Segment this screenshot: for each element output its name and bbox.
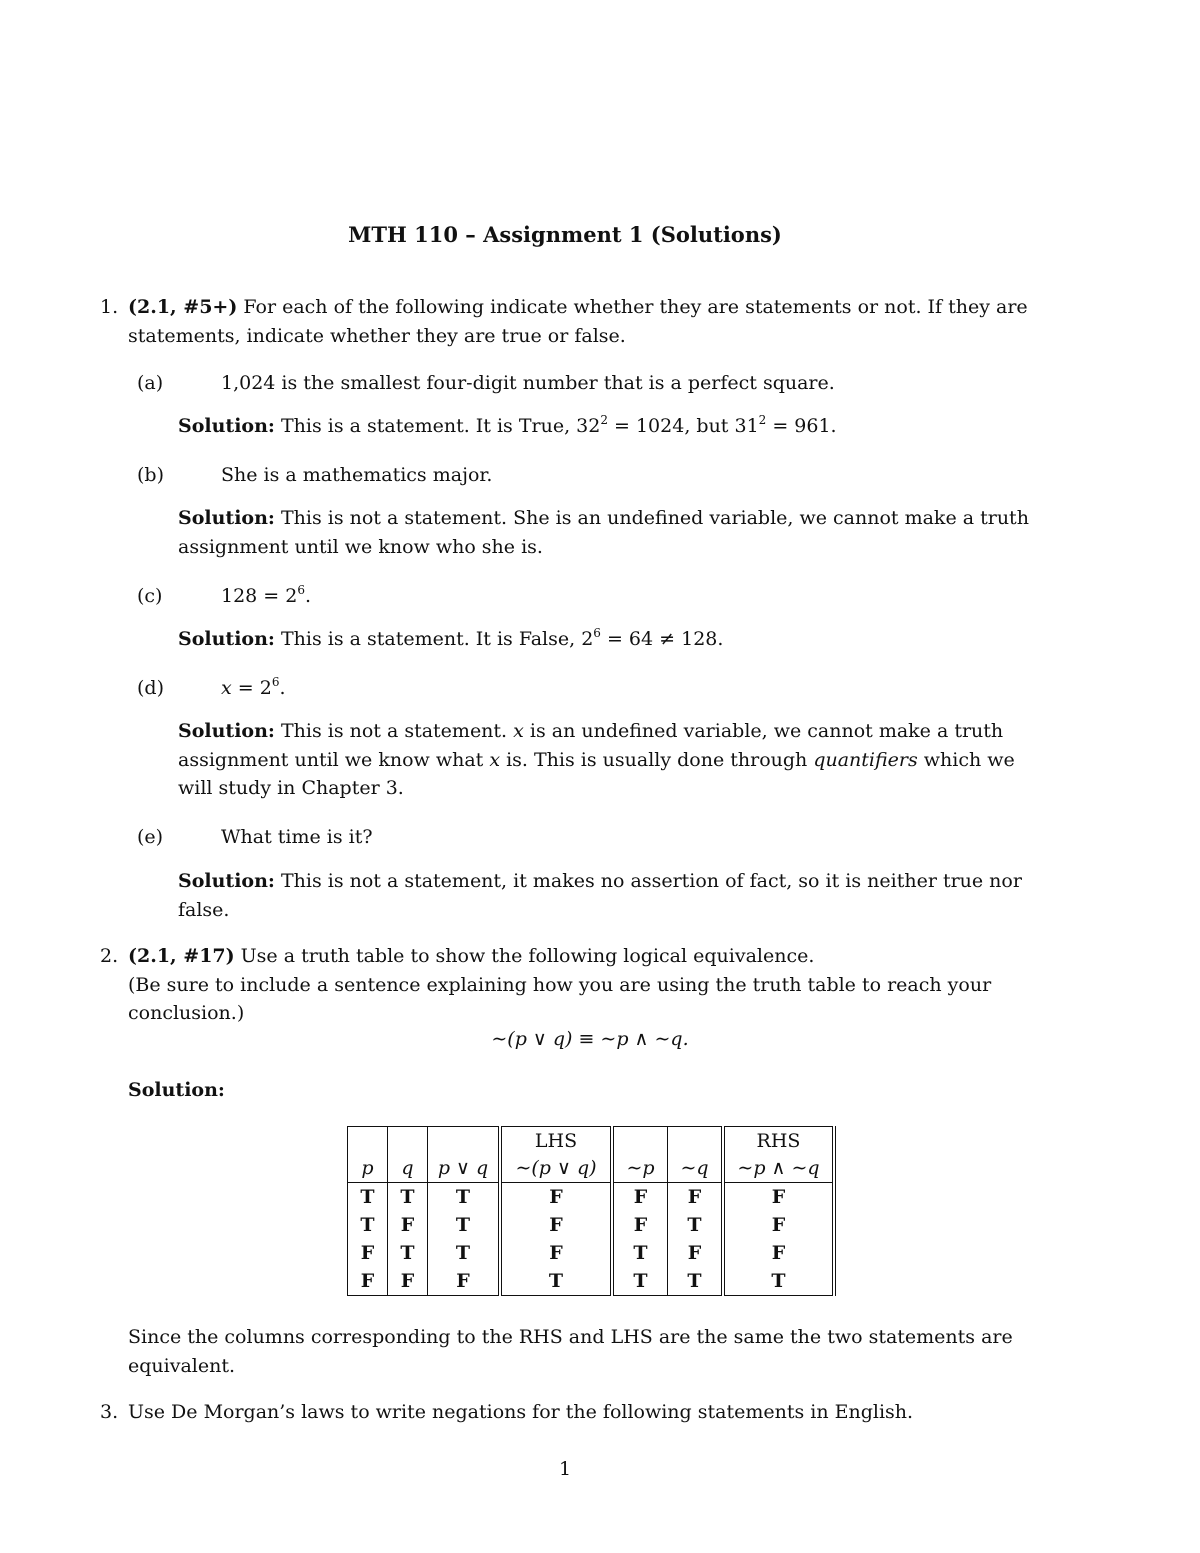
page-number: 1 (558, 1458, 572, 1480)
solution-text-part: assignment until we know what (178, 748, 490, 771)
statement-text: . (305, 585, 312, 607)
solution-text-line: assignment until we know who she is. (178, 535, 543, 558)
solution-label: Solution: (178, 870, 275, 892)
table-cell: T (500, 1267, 612, 1296)
part-label: (d) (137, 677, 164, 699)
question-text (128, 293, 1060, 350)
table-cell: T (612, 1239, 668, 1267)
table-cell (348, 1127, 388, 1155)
statement-text: . (279, 677, 286, 699)
exponent: 6 (271, 675, 280, 689)
table-cell: F (388, 1267, 428, 1296)
table-cell: F (500, 1211, 612, 1239)
exponent: 6 (593, 626, 601, 640)
table-cell: F (612, 1211, 668, 1239)
conclusion-line: equivalent. (128, 1354, 236, 1377)
table-cell: T (723, 1267, 834, 1296)
emphasis: quantifiers (813, 748, 918, 771)
exponent: 2 (758, 413, 767, 427)
rhs-group-label: RHS (723, 1127, 834, 1155)
solution-text-line: false. (178, 898, 230, 921)
table-cell: T (612, 1267, 668, 1296)
column-header: ∼p ∧ ∼q (723, 1154, 834, 1183)
table-row (348, 1239, 835, 1267)
truth-table (347, 1126, 836, 1296)
conclusion-line: Since the columns corresponding to the RHS and LHS are the same the two statements are (128, 1326, 1013, 1348)
question-text-line: statements, indicate whether they are true or false. (128, 324, 626, 347)
part-statement: She is a mathematics major. (221, 464, 493, 486)
solution-text-part: This is a statement. It is True, 32 (280, 415, 601, 437)
solution-label: Solution: (178, 720, 275, 742)
question-text-line: conclusion.) (128, 1002, 245, 1024)
solution-text (178, 717, 1060, 803)
solution-label: Solution: (178, 628, 275, 650)
table-cell: F (723, 1211, 834, 1239)
table-cell: T (428, 1239, 501, 1267)
solution-text (178, 867, 1060, 924)
table-cell: T (388, 1239, 428, 1267)
question-text-line: (Be sure to include a sentence explaining how you are using the truth table to reach your (128, 973, 992, 996)
column-header: ∼p (612, 1154, 668, 1183)
table-cell: T (668, 1267, 724, 1296)
table-cell: F (428, 1267, 501, 1296)
table-cell: T (348, 1183, 388, 1212)
question-reference: (2.1, #17) (128, 945, 235, 967)
question-number: 3. (100, 1401, 119, 1423)
table-row (348, 1211, 835, 1239)
table-cell: T (388, 1183, 428, 1212)
table-cell: F (723, 1239, 834, 1267)
solution-text-part: = 961. (766, 415, 837, 437)
solution-label: Solution: (128, 1079, 225, 1101)
part-statement: What time is it? (221, 826, 373, 848)
solution-text-part: which we (917, 748, 1015, 771)
solution-text-part: = 1024, but 31 (607, 415, 759, 437)
variable: x (221, 677, 232, 699)
lhs-group-label: LHS (500, 1127, 612, 1155)
solution-text-part: is. This is usually done through (500, 748, 814, 771)
part-statement (221, 582, 311, 610)
question-number: 2. (100, 945, 119, 967)
solution-text (178, 625, 1060, 654)
column-header: ∼(p ∨ q) (500, 1154, 612, 1183)
table-cell: F (723, 1183, 834, 1212)
solution-text (178, 504, 1060, 561)
table-group-row (348, 1127, 835, 1155)
table-cell (388, 1127, 428, 1155)
question-text-line: For each of the following indicate whether they are statements or not. If they are (243, 296, 1028, 318)
part-label: (e) (137, 826, 164, 848)
part-label: (a) (137, 372, 164, 394)
variable: x (489, 748, 501, 771)
table-cell: F (500, 1183, 612, 1212)
question-reference: (2.1, #5+) (128, 296, 238, 318)
statement-text: 128 = 2 (221, 585, 298, 607)
solution-text-line: This is not a statement. She is an undefined variable, we cannot make a truth (280, 507, 1029, 529)
variable: x (513, 720, 524, 742)
column-header: p (348, 1154, 388, 1183)
table-cell (428, 1127, 501, 1155)
question-text (128, 942, 1060, 1028)
table-cell (612, 1127, 668, 1155)
question-text: Use De Morgan’s laws to write negations for the following statements in English. (128, 1401, 914, 1423)
column-header: p ∨ q (428, 1154, 501, 1183)
solution-2-label (128, 1076, 225, 1104)
column-header: ∼q (668, 1154, 724, 1183)
table-cell: T (428, 1211, 501, 1239)
table-cell: F (348, 1267, 388, 1296)
solution-text-part: This is not a statement. (280, 720, 514, 742)
part-statement: 1,024 is the smallest four-digit number that is a perfect square. (221, 372, 835, 394)
table-cell: F (612, 1183, 668, 1212)
solution-text (178, 412, 1060, 441)
part-statement (221, 674, 286, 702)
table-cell (668, 1127, 724, 1155)
solution-text-line: will study in Chapter 3. (178, 777, 404, 799)
table-cell: F (388, 1211, 428, 1239)
solution-text-line: This is not a statement, it makes no assertion of fact, so it is neither true nor (280, 870, 1022, 892)
page-title: MTH 110 – Assignment 1 (Solutions) (348, 222, 782, 247)
table-cell: F (348, 1239, 388, 1267)
solution-text-part: = 64 ≠ 128. (600, 628, 724, 650)
solution-label: Solution: (178, 415, 275, 437)
table-cell: F (500, 1239, 612, 1267)
column-header: q (388, 1154, 428, 1183)
table-row (348, 1267, 835, 1296)
statement-text: = 2 (231, 677, 272, 699)
solution-text-part: is an undefined variable, we cannot make a truth (523, 720, 1004, 742)
exponent: 6 (297, 583, 305, 597)
table-cell: F (668, 1183, 724, 1212)
part-label: (b) (137, 464, 164, 486)
exponent: 2 (600, 413, 608, 427)
table-cell: T (428, 1183, 501, 1212)
conclusion-text (128, 1323, 1060, 1380)
part-label: (c) (137, 585, 163, 607)
table-cell: T (668, 1211, 724, 1239)
table-cell: F (668, 1239, 724, 1267)
question-text-line: Use a truth table to show the following logical equivalence. (240, 945, 815, 967)
solution-text-part: This is a statement. It is False, 2 (280, 628, 594, 650)
logical-equivalence-equation: ∼(p ∨ q) ≡ ∼p ∧ ∼q. (491, 1028, 689, 1050)
table-header-row (348, 1154, 835, 1183)
solution-label: Solution: (178, 507, 275, 529)
question-number: 1. (100, 296, 119, 318)
table-cell: T (348, 1211, 388, 1239)
table-row (348, 1183, 835, 1212)
